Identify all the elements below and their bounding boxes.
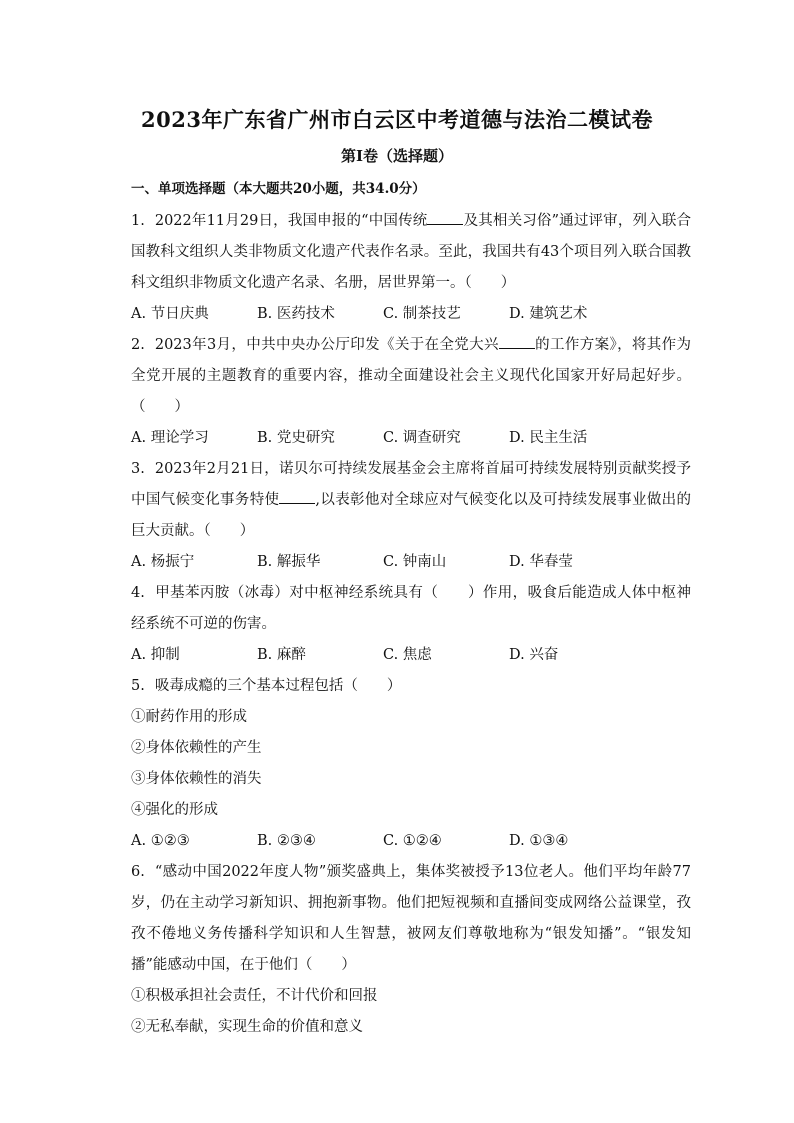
option-b: B. 医药技术 — [257, 306, 335, 322]
statement-item: ④强化的形成 — [131, 802, 218, 818]
option-a: A. 节日庆典 — [131, 306, 209, 322]
stem-text: “感动中国2022年度人物”颁奖盛典上，集体奖被授予13位老人。他们平均年龄77岁，仍在主动学习新知识、拥抱新事物。他们把短视频和直播间变成网络公益课堂，孜孜不倦地义务传播科学知识和人生智慧，被网友们尊敬地称为“银发知播”。“银发知播”能感动中国，在于他们（ ） — [131, 864, 691, 973]
stem-text: 2023年3月，中共中央办公厅印发《关于在全党大兴 — [154, 337, 499, 353]
fill-blank — [427, 210, 463, 225]
stem-text-cont: ,以表彰他对全球应对气候变化以及可持续发展事业做出的巨大贡献。（ ） — [131, 492, 692, 539]
question-list — [131, 206, 691, 1043]
option-row — [131, 423, 691, 454]
exam-title: 2023年广东省广州市白云区中考道德与法治二模试卷 — [141, 107, 653, 132]
section-heading: 一、单项选择题（本大题共20小题，共34.0分） — [131, 181, 426, 197]
option-row — [131, 826, 691, 857]
option-c: C. ①②④ — [383, 833, 442, 849]
option-d: D. 兴奋 — [509, 647, 559, 663]
question-number: 3. — [131, 461, 145, 477]
question-stem — [131, 857, 691, 981]
option-row — [131, 640, 691, 671]
option-c: C. 制茶技艺 — [383, 306, 461, 322]
volume-subtitle: 第I卷（选择题） — [340, 147, 454, 165]
question-2 — [131, 330, 691, 454]
option-row — [131, 547, 691, 578]
option-d: D. 华春莹 — [509, 554, 573, 570]
stem-text-cont: 及其相关习俗”通过评审，列入联合国教科文组织人类非物质文化遗产代表作名录。至此，我国共有43个项目列入联合国教科文组织非物质文化遗产名录、名册，居世界第一。（ ） — [131, 213, 691, 291]
fill-blank — [499, 334, 535, 349]
question-6 — [131, 857, 691, 1043]
question-number: 4. — [131, 585, 145, 601]
option-d: D. 建筑艺术 — [509, 306, 588, 322]
question-stem — [131, 671, 691, 702]
stem-text: 2022年11月29日，我国申报的“中国传统 — [154, 213, 428, 229]
option-b: B. 解振华 — [257, 554, 321, 570]
question-number: 2. — [131, 337, 145, 353]
option-b: B. 麻醉 — [257, 647, 306, 663]
statement-item: ①积极承担社会责任，不计代价和回报 — [131, 988, 378, 1004]
option-b: B. ②③④ — [257, 833, 316, 849]
option-b: B. 党史研究 — [257, 430, 335, 446]
question-stem — [131, 330, 691, 423]
option-d: D. ①③④ — [509, 833, 569, 849]
question-stem — [131, 454, 691, 547]
option-a: A. 理论学习 — [131, 430, 209, 446]
statement-item: ③身体依赖性的消失 — [131, 771, 262, 787]
question-5 — [131, 671, 691, 857]
stem-text-cont: 的工作方案》，将其作为全党开展的主题教育的重要内容，推动全面建设社会主义现代化国家开好局起好步。（ ） — [131, 337, 692, 415]
statement-item: ②身体依赖性的产生 — [131, 740, 262, 756]
stem-text: 吸毒成瘾的三个基本过程包括（ ） — [154, 678, 402, 694]
question-4 — [131, 578, 691, 671]
question-stem — [131, 206, 691, 299]
option-a: A. ①②③ — [131, 833, 190, 849]
option-a: A. 杨振宁 — [131, 554, 195, 570]
option-c: C. 调查研究 — [383, 430, 461, 446]
option-d: D. 民主生活 — [509, 430, 588, 446]
question-stem — [131, 578, 691, 640]
fill-blank — [279, 489, 315, 504]
question-number: 5. — [131, 678, 145, 694]
option-row — [131, 299, 691, 330]
question-number: 1. — [131, 213, 145, 229]
stem-text: 甲基苯丙胺（冰毒）对中枢神经系统具有（ ）作用，吸食后能造成人体中枢神经系统不可逆的伤害。 — [131, 585, 691, 632]
statement-item: ②无私奉献，实现生命的价值和意义 — [131, 1019, 363, 1035]
option-a: A. 抑制 — [131, 647, 180, 663]
question-1 — [131, 206, 691, 330]
question-number: 6. — [131, 864, 145, 880]
stem-text: 2023年2月21日，诺贝尔可持续发展基金会主席将首届可持续发展特别贡献奖授予中国气候变化事务特使 — [131, 461, 691, 508]
option-c: C. 钟南山 — [383, 554, 447, 570]
statement-item: ①耐药作用的形成 — [131, 709, 247, 725]
option-c: C. 焦虑 — [383, 647, 432, 663]
question-3 — [131, 454, 691, 578]
